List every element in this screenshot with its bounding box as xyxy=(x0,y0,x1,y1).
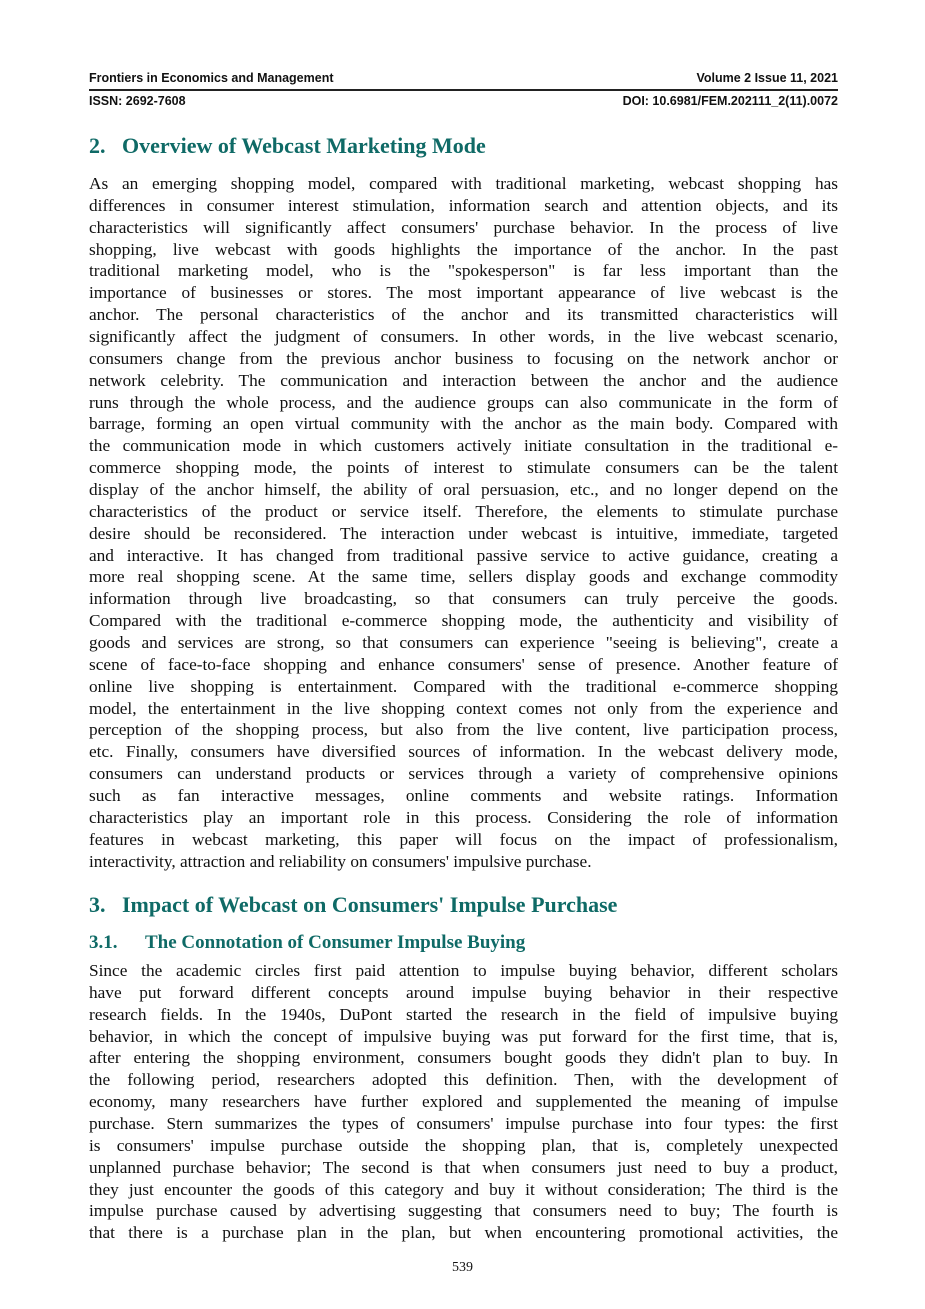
text-line: consumers can understand products or services through a variety of comprehensive opinions xyxy=(89,764,838,784)
subsection-title: The Connotation of Consumer Impulse Buying xyxy=(145,932,526,953)
section-heading-2 xyxy=(89,133,486,159)
paragraph-overview xyxy=(89,173,838,873)
text-line: the communication mode in which customers actively initiate consultation in the traditional e- xyxy=(89,436,838,456)
text-line: they just encounter the goods of this category and buy it without consideration; The third is the xyxy=(89,1179,838,1199)
text-line: online live shopping is entertainment. Compared with the traditional e-commerce shopping xyxy=(89,676,838,696)
text-line: Compared with the traditional e-commerce shopping mode, the authenticity and visibility of xyxy=(89,611,838,631)
journal-name: Frontiers in Economics and Management xyxy=(89,71,334,85)
section-number: 2. xyxy=(89,133,106,158)
running-subheader xyxy=(89,94,838,108)
text-line: interactivity, attraction and reliability on consumers' impulsive purchase. xyxy=(89,851,592,871)
volume-issue: Volume 2 Issue 11, 2021 xyxy=(696,71,838,85)
header-rule xyxy=(89,89,838,91)
text-line: scene of face-to-face shopping and enhance consumers' sense of presence. Another feature of xyxy=(89,654,838,674)
text-line: characteristics play an important role in this process. Considering the role of information xyxy=(89,807,838,827)
text-line: network celebrity. The communication and interaction between the anchor and the audience xyxy=(89,370,838,390)
text-line: behavior, in which the concept of impulsive buying was put forward for the first time, that is, xyxy=(89,1026,838,1046)
text-line: the following period, researchers adopted this definition. Then, with the development of xyxy=(89,1070,838,1090)
text-line: barrage, forming an open virtual community with the anchor as the main body. Compared with xyxy=(89,414,838,434)
text-line: differences in consumer interest stimulation, information search and attention objects, and its xyxy=(89,195,838,215)
page-number: 539 xyxy=(452,1260,473,1275)
subsection-heading-3-1 xyxy=(89,932,525,954)
text-line: etc. Finally, consumers have diversified sources of information. In the webcast delivery mode, xyxy=(89,742,838,762)
section-title: Overview of Webcast Marketing Mode xyxy=(122,133,486,158)
text-line: such as fan interactive messages, online comments and website ratings. Information xyxy=(89,786,838,806)
text-line: purchase. Stern summarizes the types of consumers' impulse purchase into four types: the first xyxy=(89,1114,838,1134)
section-number: 3. xyxy=(89,892,106,917)
text-line: desire should be reconsidered. The interaction under webcast is intuitive, immediate, targeted xyxy=(89,523,838,543)
text-line: research fields. In the 1940s, DuPont started the research in the field of impulsive buying xyxy=(89,1004,838,1024)
text-line: shopping, live webcast with goods highlights the importance of the anchor. In the past xyxy=(89,239,838,259)
text-line: unplanned purchase behavior; The second is that when consumers just need to buy a product, xyxy=(89,1157,838,1177)
text-line: anchor. The personal characteristics of the anchor and its transmitted characteristics will xyxy=(89,305,838,325)
text-line: features in webcast marketing, this paper will focus on the impact of professionalism, xyxy=(89,829,838,849)
doi: DOI: 10.6981/FEM.202111_2(11).0072 xyxy=(622,94,838,108)
text-line: characteristics of the product or service itself. Therefore, the elements to stimulate purchase xyxy=(89,501,838,521)
text-line: and interactive. It has changed from traditional passive service to active guidance, creating a xyxy=(89,545,838,565)
text-line: commerce shopping mode, the points of interest to stimulate consumers can be the talent xyxy=(89,458,838,478)
paragraph-impulse-buying xyxy=(89,960,838,1244)
text-line: that there is a purchase plan in the plan, but when encountering promotional activities, the xyxy=(89,1223,838,1243)
subsection-number: 3.1. xyxy=(89,932,118,953)
text-line: economy, many researchers have further explored and supplemented the meaning of impulse xyxy=(89,1092,838,1112)
text-line: more real shopping scene. At the same time, sellers display goods and exchange commodity xyxy=(89,567,838,587)
issn: ISSN: 2692-7608 xyxy=(89,94,186,108)
text-line: after entering the shopping environment, consumers bought goods they didn't plan to buy. In xyxy=(89,1048,838,1068)
text-line: display of the anchor himself, the ability of oral persuasion, etc., and no longer depend on the xyxy=(89,480,838,500)
text-line: traditional marketing model, who is the "spokesperson" is far less important than the xyxy=(89,261,838,281)
text-line: consumers change from the previous anchor business to focusing on the network anchor or xyxy=(89,348,838,368)
text-line: importance of businesses or stores. The most important appearance of live webcast is the xyxy=(89,283,838,303)
text-line: have put forward different concepts around impulse buying behavior in their respective xyxy=(89,982,838,1002)
text-line: perception of the shopping process, but also from the live content, live participation process, xyxy=(89,720,838,740)
text-line: information through live broadcasting, so that consumers can truly perceive the goods. xyxy=(89,589,838,609)
text-line: runs through the whole process, and the audience groups can also communicate in the form of xyxy=(89,392,838,412)
text-line: goods and services are strong, so that consumers can experience "seeing is believing", create a xyxy=(89,633,838,653)
text-line: Since the academic circles first paid attention to impulse buying behavior, different scholars xyxy=(89,961,838,980)
running-header xyxy=(89,71,838,85)
text-line: is consumers' impulse purchase outside the shopping plan, that is, completely unexpected xyxy=(89,1135,838,1155)
text-line: As an emerging shopping model, compared with traditional marketing, webcast shopping has xyxy=(89,174,838,193)
text-line: model, the entertainment in the live shopping context comes not only from the experience and xyxy=(89,698,838,718)
section-heading-3 xyxy=(89,892,617,918)
text-line: impulse purchase caused by advertising suggesting that consumers need to buy; The fourth is xyxy=(89,1201,838,1221)
section-title: Impact of Webcast on Consumers' Impulse Purchase xyxy=(122,892,618,917)
text-line: characteristics will significantly affect consumers' purchase behavior. In the process of live xyxy=(89,217,838,237)
text-line: significantly affect the judgment of consumers. In other words, in the live webcast scenario, xyxy=(89,327,838,347)
